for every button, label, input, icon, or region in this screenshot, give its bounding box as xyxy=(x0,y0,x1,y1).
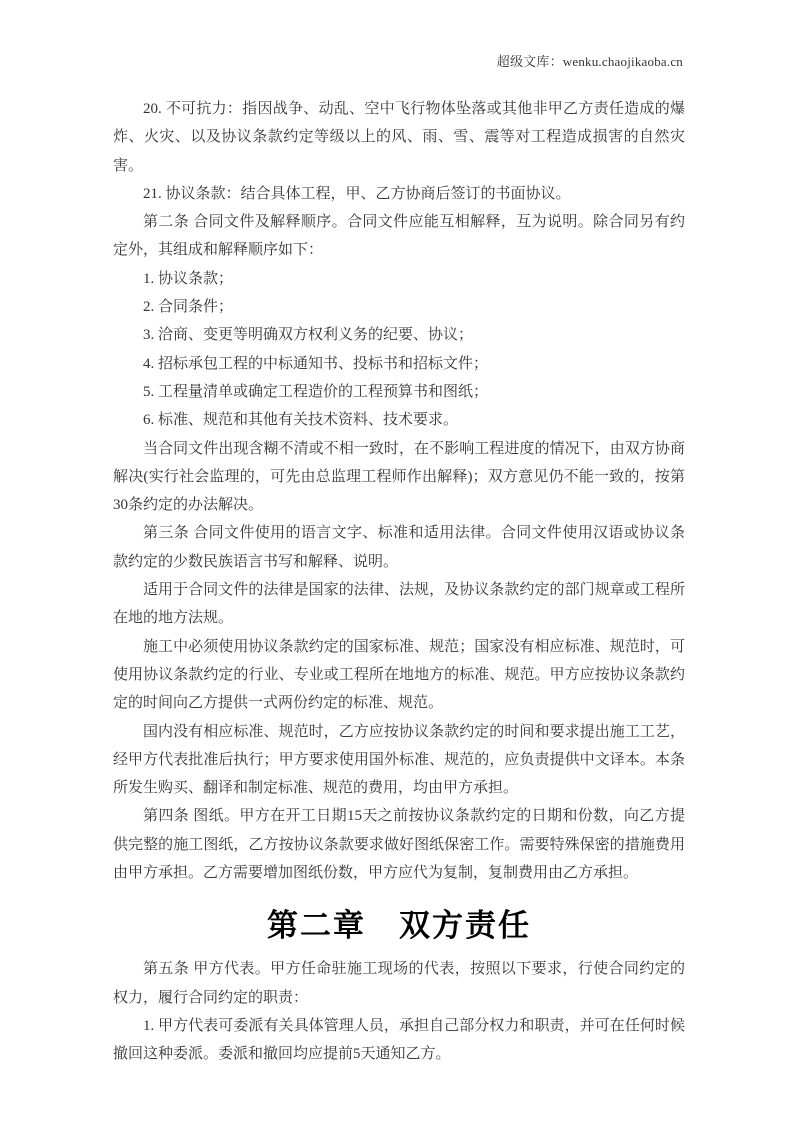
list-item-6: 6. 标准、规范和其他有关技术资料、技术要求。 xyxy=(143,412,459,429)
paragraph-article-5: 第五条 甲方代表。甲方任命驻施工现场的代表，按照以下要求，行使合同约定的权力，履行合同约定的职责： xyxy=(113,961,685,1006)
list-item-2: 2. 合同条件； xyxy=(143,299,234,316)
list-item-3: 3. 洽商、变更等明确双方权利义务的纪要、协议； xyxy=(143,327,474,344)
paragraph-article-3: 第三条 合同文件使用的语言文字、标准和适用法律。合同文件使用汉语或协议条款约定的少数民族语言书写和解释、说明。 xyxy=(113,525,685,570)
paragraph-applicable-law: 适用于合同文件的法律是国家的法律、法规，及协议条款约定的部门规章或工程所在地的地方法规。 xyxy=(113,582,685,627)
paragraph-ambiguity-resolution: 当合同文件出现含糊不清或不相一致时，在不影响工程进度的情况下，由双方协商解决(实行社会监理的，可先由总监理工程师作出解释)；双方意见仍不能一致的，按第30条约定的办法解决。 xyxy=(113,440,685,514)
document-content xyxy=(113,95,685,1069)
paragraph-article-4-drawings: 第四条 图纸。甲方在开工日期15天之前按协议条款约定的日期和份数，向乙方提供完整的施工图纸，乙方按协议条款要求做好图纸保密工作。需要特殊保密的措施费用由甲方承担。乙方需要增加图纸份数，甲方应代为复制，复制费用由乙方承担。 xyxy=(113,808,685,882)
chapter-heading: 第二章 双方责任 xyxy=(267,908,531,944)
paragraph-article-2: 第二条 合同文件及解释顺序。合同文件应能互相解释，互为说明。除合同另有约定外，其组成和解释顺序如下： xyxy=(113,214,685,259)
list-item-1: 1. 协议条款； xyxy=(143,270,234,287)
paragraph-force-majeure: 20. 不可抗力：指因战争、动乱、空中飞行物体坠落或其他非甲乙方责任造成的爆炸、火灾、以及协议条款约定等级以上的风、雨、雪、震等对工程造成损害的自然灾害。 xyxy=(113,101,685,174)
list-item-4: 4. 招标承包工程的中标通知书、投标书和招标文件； xyxy=(143,355,489,372)
paragraph-foreign-standards: 国内没有相应标准、规范时，乙方应按协议条款约定的时间和要求提出施工工艺，经甲方代表批准后执行；甲方要求使用国外标准、规范的，应负责提供中文译本。本条所发生购买、翻译和制定标准、规范的费用，均由甲方承担。 xyxy=(113,723,685,797)
list-item-5: 5. 工程量清单或确定工程造价的工程预算书和图纸； xyxy=(143,383,489,400)
paragraph-standards: 施工中必须使用协议条款约定的国家标准、规范；国家没有相应标准、规范时，可使用协议条款约定的行业、专业或工程所在地地方的标准、规范。甲方应按协议条款约定的时间向乙方提供一式两份约定的标准、规范。 xyxy=(113,638,685,712)
site-credit-watermark: 超级文库：wenku.chaojikaoba.cn xyxy=(496,54,683,69)
paragraph-representative-delegation: 1. 甲方代表可委派有关具体管理人员，承担自己部分权力和职责，并可在任何时候撤回这种委派。委派和撤回均应提前5天通知乙方。 xyxy=(113,1017,685,1063)
paragraph-agreement-terms: 21. 协议条款：结合具体工程，甲、乙方协商后签订的书面协议。 xyxy=(143,185,571,202)
